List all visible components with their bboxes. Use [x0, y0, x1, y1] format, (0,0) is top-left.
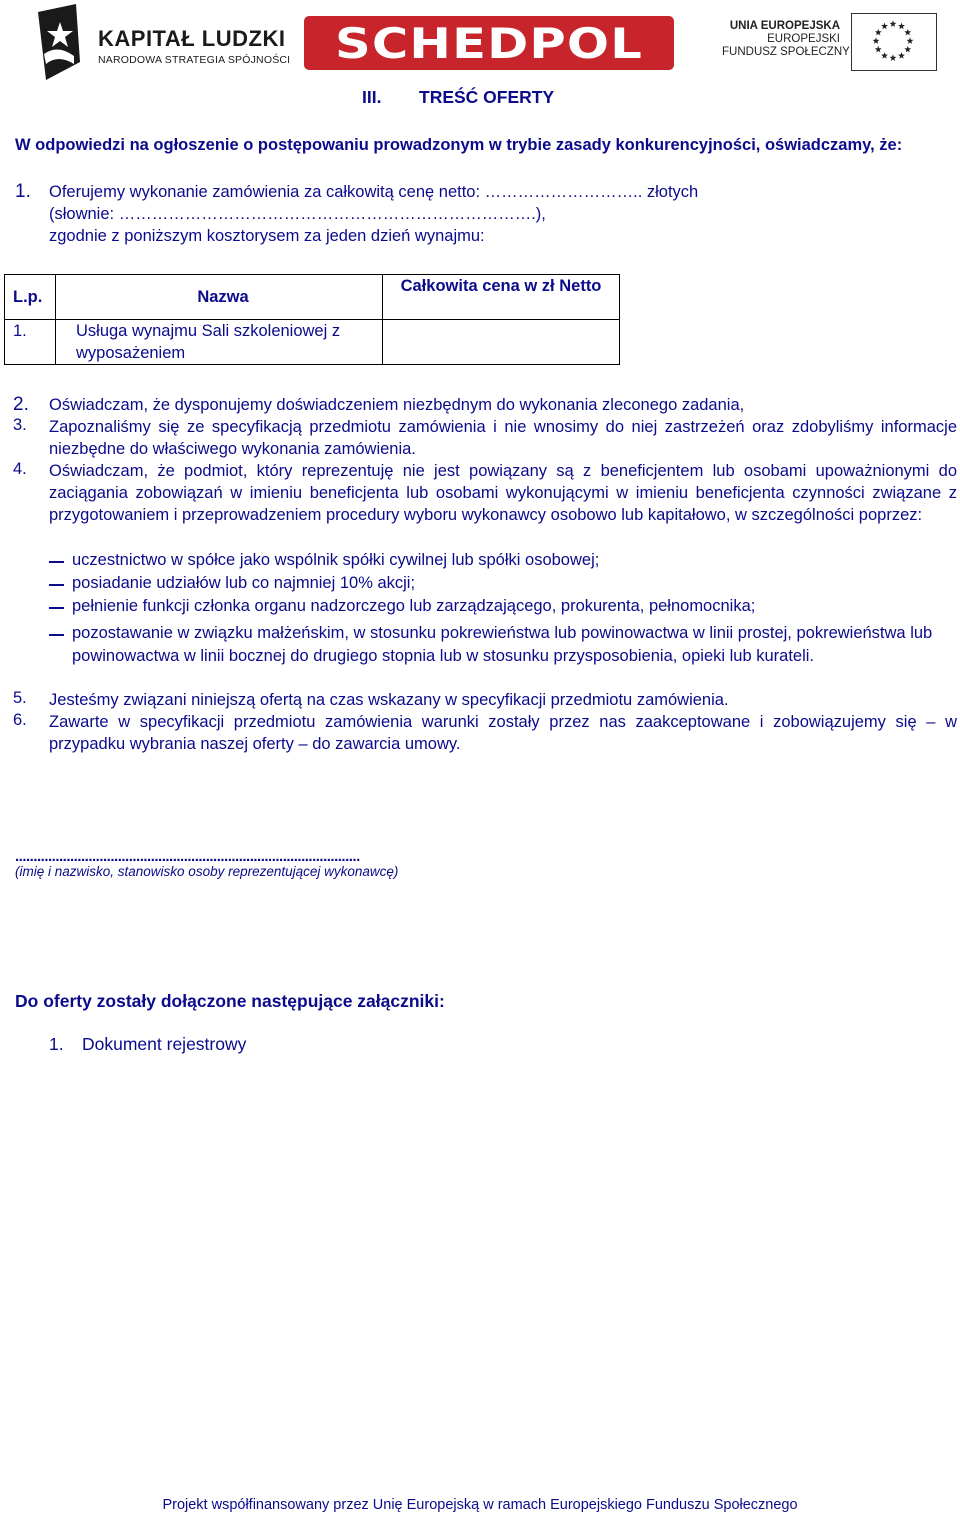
table-header-price: Całkowita cena w zł Netto: [383, 275, 620, 320]
attachments-title: Do oferty zostały dołączone następujące załączniki:: [15, 991, 445, 1011]
table-header-lp: L.p.: [5, 275, 56, 320]
eu-line-2: EUROPEJSKI: [767, 33, 840, 45]
attachment-item: [49, 1034, 246, 1055]
item-number: 5.: [13, 689, 27, 707]
intro-text: W odpowiedzi na ogłoszenie o postępowaniu prowadzonym w trybie zasady konkurencyjności, oświadczamy, że:: [15, 136, 903, 154]
list-item: Oświadczam, że podmiot, który reprezentuję nie jest powiązany są z beneficjentem lub osobami upoważnionymi do zaciągania zobowiązań w imieniu beneficjenta lub osobami wykonującymi w imieniu beneficjenta czynności związane z przygotowaniem i przeprowadzeniem procedury wyboru wykonawcy osobowo lub kapitałowo, w szczególności poprzez:: [49, 462, 957, 524]
eu-star-icon: [873, 37, 880, 44]
sub-list-item: uczestnictwo w spółce jako wspólnik spółki cywilnej lub spółki osobowej;: [72, 551, 600, 569]
cost-table: [4, 274, 620, 365]
table-header-name: Nazwa: [56, 275, 383, 320]
dash-bullet: [49, 634, 64, 636]
offer-number: 1.: [15, 181, 31, 202]
schedpol-logo-text: SCHEDPOL: [334, 19, 644, 68]
page-footer: Projekt współfinansowany przez Unię Europejską w ramach Europejskiego Funduszu Społecznego: [162, 1497, 798, 1513]
sub-list-item: posiadanie udziałów lub co najmniej 10% akcji;: [72, 574, 416, 592]
eu-star-icon: [907, 37, 914, 44]
attachment-number: 1.: [49, 1034, 64, 1054]
eu-star-icon: [890, 54, 897, 61]
section-title: [362, 87, 554, 108]
kapital-ludzki-logo: [30, 4, 291, 80]
kapital-ludzki-title: KAPITAŁ LUDZKI: [98, 26, 286, 51]
signature-line[interactable]: ..............................................................................................: [15, 848, 360, 865]
eu-star-icon: [881, 23, 888, 30]
schedpol-logo: [304, 16, 674, 70]
eu-star-icon: [904, 46, 911, 53]
eu-star-icon: [898, 52, 905, 59]
attachment-text: Dokument rejestrowy: [82, 1034, 247, 1054]
kapital-ludzki-subtitle: NARODOWA STRATEGIA SPÓJNOŚCI: [98, 54, 291, 66]
list-item: Zapoznaliśmy się ze specyfikacją przedmiotu zamówienia i nie wnosimy do niej zastrzeżeń oraz zdobyliśmy informacje niezbędne do właściwego wykonania zamówienia.: [49, 418, 957, 458]
eu-text-block: [722, 20, 850, 59]
sub-list-item: pełnienie funkcji członka organu nadzorczego lub zarządzającego, prokurenta, pełnomocnika;: [72, 597, 756, 615]
eu-star-icon: [890, 20, 897, 27]
item-number: 4.: [13, 460, 27, 478]
eu-line-1: UNIA EUROPEJSKA: [729, 20, 840, 32]
item-number: 6.: [13, 711, 27, 729]
table-cell-lp: 1.: [5, 320, 56, 365]
eu-star-icon: [881, 52, 888, 59]
dash-bullet: [49, 607, 64, 609]
eu-star-icon: [875, 29, 882, 36]
sub-list-item: pozostawanie w związku małżeńskim, w stosunku pokrewieństwa lub powinowactwa w linii prostej, pokrewieństwa lub powinowactwa w linii bocznej do drugiego stopnia lub w stosunku przysposobienia, opieki lub kurateli.: [72, 624, 933, 665]
offer-line-1: Oferujemy wykonanie zamówienia za całkowitą cenę netto: ……………………….. złotych: [49, 183, 699, 201]
section-title-text: TREŚĆ OFERTY: [419, 87, 555, 107]
dash-bullet: [49, 584, 64, 586]
item-number: 2.: [13, 394, 29, 415]
table-header-row: [5, 275, 620, 320]
offer-line-3: zgodnie z poniższym kosztorysem za jeden dzień wynajmu:: [49, 227, 485, 245]
kapital-ludzki-emblem-icon: [30, 4, 90, 80]
eu-star-icon: [898, 23, 905, 30]
table-cell-price[interactable]: [383, 320, 620, 365]
eu-flag-icon: [851, 13, 937, 71]
signature-caption: (imię i nazwisko, stanowisko osoby reprezentującej wykonawcę): [15, 864, 399, 879]
table-row: [5, 320, 620, 365]
item-number: 3.: [13, 416, 27, 434]
section-number: III.: [362, 87, 382, 107]
list-item: Oświadczam, że dysponujemy doświadczeniem niezbędnym do wykonania zleconego zadania,: [49, 396, 745, 414]
offer-text: [49, 181, 939, 247]
offer-line-2: (słownie: ………………………………………………………………….),: [49, 205, 546, 223]
eu-star-icon: [875, 46, 882, 53]
eu-line-3: FUNDUSZ SPOŁECZNY: [722, 46, 850, 58]
table-cell-name: Usługa wynajmu Sali szkoleniowej z wyposażeniem: [56, 320, 383, 365]
list-item: Jesteśmy związani niniejszą ofertą na czas wskazany w specyfikacji przedmiotu zamówienia.: [49, 691, 729, 709]
list-item: Zawarte w specyfikacji przedmiotu zamówienia warunki zostały przez nas zaakceptowane i zobowiązujemy się – w przypadku wybrania naszej oferty – do zawarcia umowy.: [49, 713, 957, 753]
dash-bullet: [49, 561, 64, 563]
eu-star-icon: [904, 29, 911, 36]
